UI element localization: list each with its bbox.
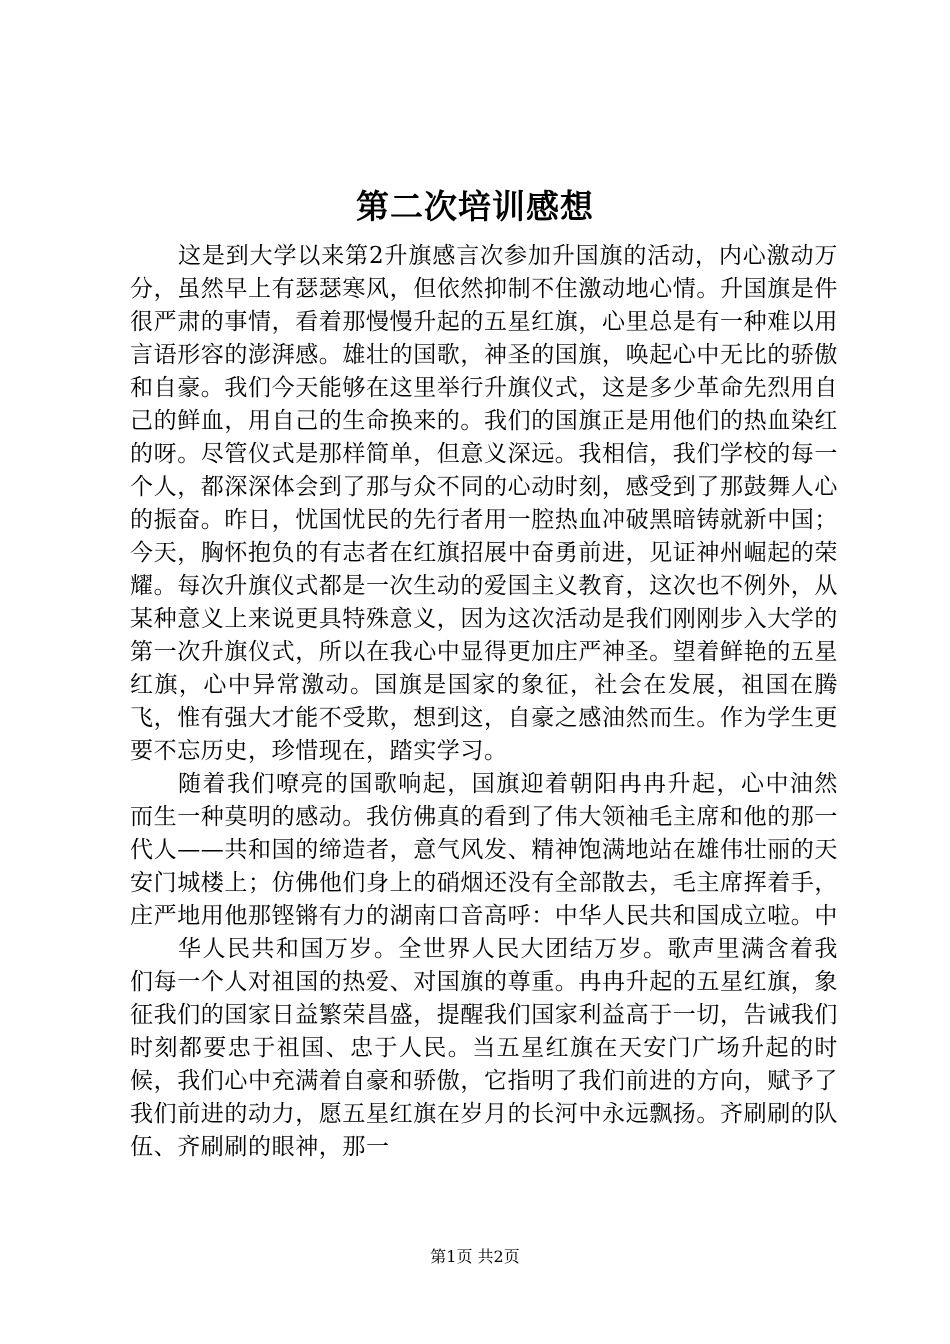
page-footer: 第1页 共2页 bbox=[430, 1247, 520, 1266]
paragraph-2: 随着我们嘹亮的国歌响起，国旗迎着朝阳冉冉升起，心中油然而生一种莫明的感动。我仿佛真的看到了伟大领袖毛主席和他的那一代人——共和国的缔造者，意气风发、精神饱满地站在雄伟壮丽的天安门城楼上；仿佛他们身上的硝烟还没有全部散去，毛主席挥着手，庄严地用他那铿锵有力的湖南口音高呼：中华人民共和国成立啦。中 bbox=[130, 771, 838, 929]
document-body bbox=[130, 240, 838, 1164]
document-title: 第二次培训感想 bbox=[356, 187, 594, 226]
paragraph-3: 华人民共和国万岁。全世界人民大团结万岁。歌声里满含着我们每一个人对祖国的热爱、对国旗的尊重。冉冉升起的五星红旗，象征我们的国家日益繁荣昌盛，提醒我们国家利益高于一切，告诫我们时刻都要忠于祖国、忠于人民。当五星红旗在天安门广场升起的时候，我们心中充满着自豪和骄傲，它指明了我们前进的方向，赋予了我们前进的动力，愿五星红旗在岁月的长河中永远飘扬。齐刷刷的队伍、齐刷刷的眼神，那一 bbox=[130, 936, 838, 1160]
paragraph-1: 这是到大学以来第2升旗感言次参加升国旗的活动，内心激动万分，虽然早上有瑟瑟寒风，但依然抑制不住激动地心情。升国旗是件很严肃的事情，看着那慢慢升起的五星红旗，心里总是有一种难以用言语形容的澎湃感。雄壮的国歌，神圣的国旗，唤起心中无比的骄傲和自豪。我们今天能够在这里举行升旗仪式，这是多少革命先烈用自己的鲜血，用自己的生命换来的。我们的国旗正是用他们的热血染红的呀。尽管仪式是那样简单，但意义深远。我相信，我们学校的每一个人，都深深体会到了那与众不同的心动时刻，感受到了那鼓舞人心的振奋。昨日，忧国忧民的先行者用一腔热血冲破黑暗铸就新中国；今天，胸怀抱负的有志者在红旗招展中奋勇前进，见证神州崛起的荣耀。每次升旗仪式都是一次生动的爱国主义教育，这次也不例外，从某种意义上来说更具特殊意义，因为这次活动是我们刚刚步入大学的第一次升旗仪式，所以在我心中显得更加庄严神圣。望着鲜艳的五星红旗，心中异常激动。国旗是国家的象征，社会在发展，祖国在腾飞，惟有强大才能不受欺，想到这，自豪之感油然而生。作为学生更要不忘历史，珍惜现在，踏实学习。 bbox=[130, 243, 838, 764]
